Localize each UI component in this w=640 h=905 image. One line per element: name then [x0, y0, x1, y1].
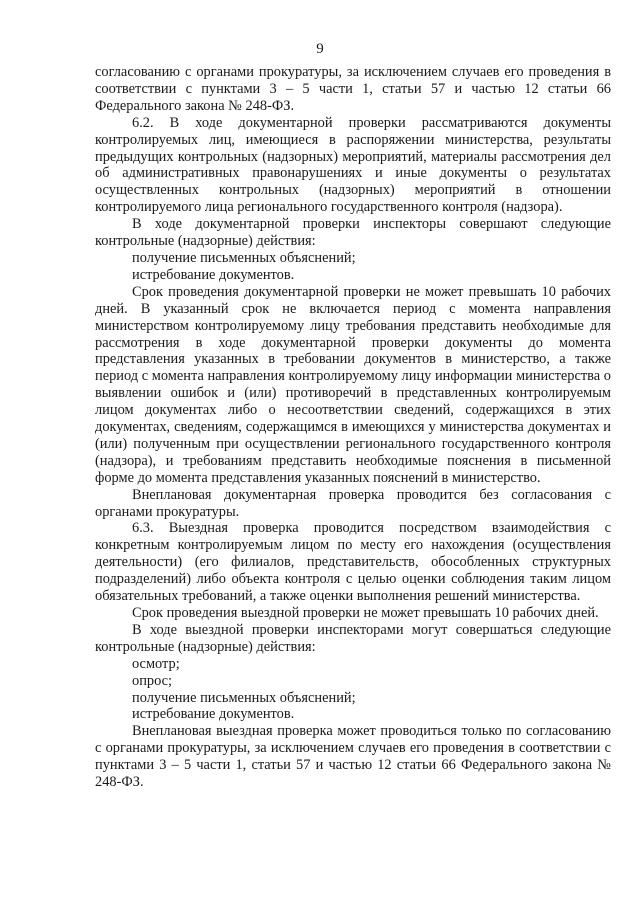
document-body: [95, 64, 611, 791]
paragraph-onsite-term: Срок проведения выездной проверки не может превышать 10 рабочих дней.: [132, 605, 599, 621]
paragraph-6-2: 6.2. В ходе документарной проверки рассматриваются документы контролируемых лиц, имеющиеся в распоряжении министерства, результаты предыдущих контрольных (надзорных) мероприятий, материалы рассмотрения дел об административных правонарушениях и иные документы о результатах осуществленных контрольных (надзорных) мероприятий в отношении контролируемого лица регионального государственного контроля (надзора).: [95, 114, 611, 216]
page-number: 9: [316, 41, 324, 57]
paragraph-onsite-actions: В ходе выездной проверки инспекторами могут совершаться следующие контрольные (надзорные) действия:: [95, 621, 611, 655]
paragraph-unscheduled-onsite: Внеплановая выездная проверка может проводиться только по согласованию с органами прокуратуры, за исключением случаев его проведения в соответствии с пунктами 3 – 5 части 1, статьи 57 и частью 12 статьи 66 Федерального закона № 248-ФЗ.: [95, 723, 611, 791]
list-item-document-request-2: истребование документов.: [132, 706, 295, 723]
paragraph-documentary-actions: В ходе документарной проверки инспекторы совершают следующие контрольные (надзорные) действия:: [95, 216, 611, 250]
paragraph-continuation: согласованию с органами прокуратуры, за исключением случаев его проведения в соответствии с пунктами 3 – 5 части 1, статьи 57 и частью 12 статьи 66 Федерального закона № 248-ФЗ.: [95, 64, 611, 114]
paragraph-unscheduled-documentary: Внеплановая документарная проверка проводится без согласования с органами прокуратуры.: [95, 486, 611, 520]
list-item-written-explanations-2: получение письменных объяснений;: [132, 689, 356, 706]
list-item-document-request: истребование документов.: [132, 266, 295, 283]
list-item-written-explanations: получение письменных объяснений;: [132, 249, 356, 266]
paragraph-documentary-term: Срок проведения документарной проверки не может превышать 10 рабочих дней. В указанный срок не включается период с момента направления министерством контролируемому лицу требования представить необходимые для рассмотрения в ходе документарной проверки документы до момента представления указанных в требовании документов в министерство, а также период с момента направления контролируемому лицу информации министерства о выявлении ошибок и (или) противоречий в представленных контролируемым лицом документах либо о несоответствии сведений, содержащихся в этих документах, сведениям, содержащимся в имеющихся у министерства документах и (или) полученным при осуществлении регионального государственного контроля (надзора), и требованиям представить необходимые пояснения в письменной форме до момента представления указанных пояснений в министерство.: [95, 283, 611, 486]
paragraph-6-3: 6.3. Выездная проверка проводится посредством взаимодействия с конкретным контролируемым лицом по месту его нахождения (осуществления деятельности) (его филиалов, представительств, обособленных структурных подразделений) либо объекта контроля с целью оценки соблюдения таким лицом обязательных требований, а также оценки выполнения решений министерства.: [95, 520, 611, 605]
list-item-inspection: осмотр;: [132, 655, 180, 672]
list-item-survey: опрос;: [132, 672, 173, 689]
